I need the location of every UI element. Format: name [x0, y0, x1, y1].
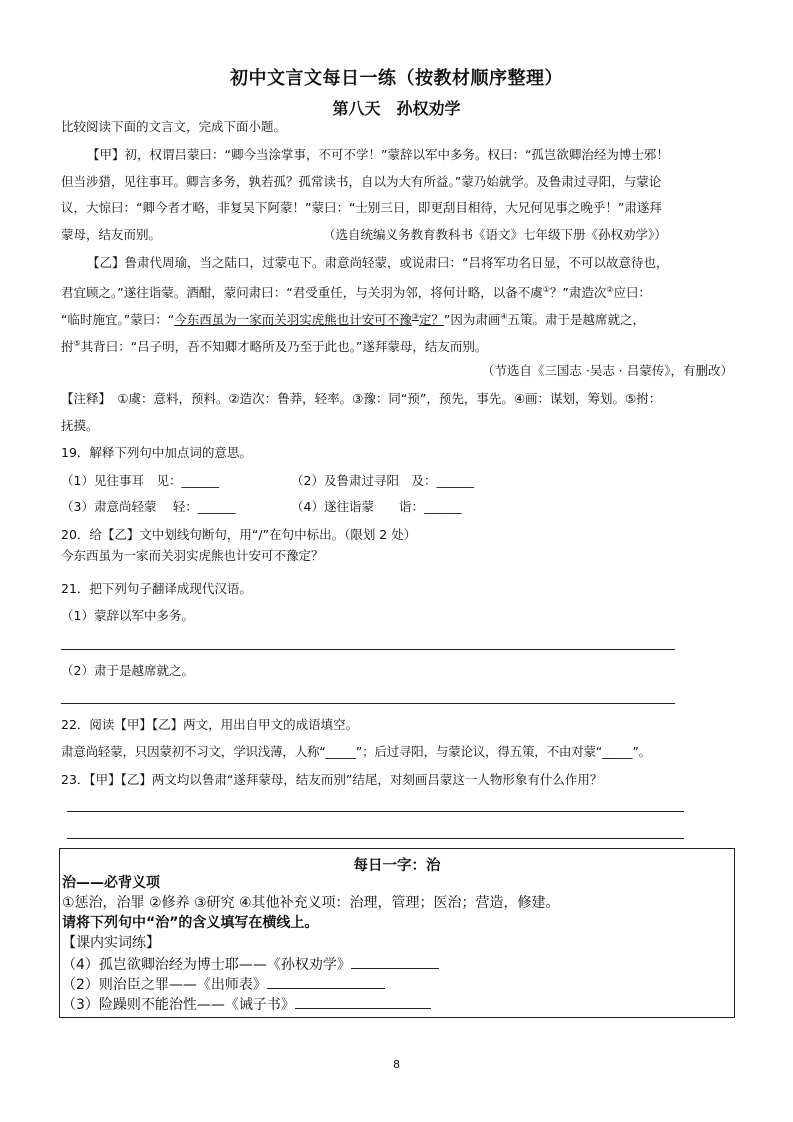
daily-word-box [59, 848, 735, 1018]
passage-b-line-4-start: 拊 [61, 339, 74, 355]
practice-label: 【课内实词练】 [62, 935, 160, 951]
passage-b-line-2-tail: ？”肃造次 [549, 285, 607, 301]
q23-answer-line-2[interactable] [67, 838, 684, 839]
q21-answer-line-2[interactable] [61, 703, 675, 704]
passage-b-line-2-end: 应曰： [613, 285, 652, 301]
q21-item-1: （1）蒙辞以军中多务。 [61, 608, 194, 623]
practice-item-2 [62, 974, 385, 995]
passage-b-line-3-mid: ”因为肃画 [443, 312, 501, 328]
q22-stem: 22．阅读【甲】【乙】两文，用出自甲文的成语填空。 [61, 717, 359, 732]
note-ref-3: ③ [411, 312, 419, 321]
passage-a-line-4 [61, 226, 733, 244]
passage-a-line-4-text: 蒙母，结友而别。 [61, 227, 162, 242]
practice-item-3 [62, 994, 431, 1015]
daily-word-title: 每日一字：治 [353, 857, 441, 874]
underlined-sentence: 今东西虽为一家而关羽实虎熊也计安可不豫 [174, 312, 412, 328]
passage-b-line-3-end: 五策。肃于是越席就之， [507, 312, 646, 328]
passage-b-source: （节选自《三国志 ·吴志 · 吕蒙传》，有删改） [481, 363, 733, 378]
passage-b-line-2-text: 君宜顾之。”遂往诣蒙。酒酣，蒙问肃曰：“君受重任，与关羽为邻，将何计略，以备不虞 [61, 285, 543, 301]
passage-b-line-3-start: “临时施宜。”蒙曰：“ [61, 312, 175, 328]
daily-word-instruction: 请将下列句中“治”的含义填写在横线上。 [62, 915, 319, 931]
practice-item-1 [62, 954, 439, 975]
q23-answer-line-1[interactable] [67, 811, 684, 812]
passage-b-line-1: 【乙】鲁肃代周瑜，当之陆口，过蒙屯下。肃意尚轻蒙，或说肃曰：“吕将军功名日显，不可以故意待也， [87, 255, 669, 270]
q19-row-1 [61, 472, 733, 490]
q22-text: 肃意尚轻蒙，只因蒙初不习文，学识浅薄，人称“_____”；后过寻阳，与蒙论议，得五策，不由对蒙“_____”。 [61, 744, 651, 759]
passage-b-line-2 [61, 281, 733, 302]
passage-a-source: （选自统编义务教育教科书《语文》七年级下册《孙权劝学》） [323, 227, 667, 242]
page-title: 初中文言文每日一练（按教材顺序整理） [230, 68, 563, 89]
q19-item-4: （4）遂往诣蒙 诣：______ [291, 499, 462, 514]
q20-stem: 20．给【乙】文中划线句断句，用“/”在句中标出。（限划 2 处） [61, 527, 417, 542]
passage-a-line-1: 【甲】初，权谓吕蒙曰：“卿今当涂掌事，不可不学！”蒙辞以军中多务。权曰：“孤岂欲卿治经为博士邪！ [87, 147, 669, 162]
q23-stem: 23．【甲】【乙】两文均以鲁肃“遂拜蒙母，结友而别”结尾，对刻画吕蒙这一人物形象有什么作用？ [61, 772, 603, 787]
q19-row-2 [61, 498, 733, 516]
passage-b-line-4-end: 其背曰：“吕子明，吾不知卿才略所及乃至于此也。”遂拜蒙母，结友而别。 [80, 339, 488, 355]
q19-item-1: （1）见往事耳 见：______ [61, 473, 219, 488]
q21-stem: 21．把下列句子翻译成现代汉语。 [61, 581, 252, 596]
practice-blank-3[interactable] [295, 994, 431, 1009]
daily-word-heading: 治——必背义项 [62, 875, 160, 891]
practice-item-3-text: （3）险躁则不能治性——《诫子书》 [62, 997, 295, 1013]
notes-line-1: 【注释】 ①虞：意料，预料。②造次：鲁莽，轻率。③豫：同“预”，预先，事先。④画：谋划，筹划。⑤拊： [61, 391, 662, 406]
note-ref-5: ⑤ [73, 339, 81, 348]
underlined-sentence-end: 定？ [418, 312, 444, 328]
passage-a-line-2: 但当涉猎，见往事耳。卿言多务，孰若孤？孤常读书，自以为大有所益。”蒙乃始就学。及鲁肃过寻阳，与蒙论 [61, 174, 662, 189]
passage-a-line-3: 议，大惊曰：“卿今者才略，非复吴下阿蒙！”蒙曰：“士别三日，即更刮目相待，大兄何见事之晚乎！”肃遂拜 [61, 200, 662, 215]
q20-sentence: 今东西虽为一家而关羽实虎熊也计安可不豫定？ [61, 548, 324, 563]
page-number: 8 [393, 1058, 400, 1071]
q21-item-2: （2）肃于是越席就之。 [61, 663, 194, 678]
note-ref-1: ① [542, 285, 550, 294]
intro-text: 比较阅读下面的文言文，完成下面小题。 [61, 119, 287, 134]
passage-b-line-3 [61, 308, 733, 329]
q19-item-2: （2）及鲁肃过寻阳 及：______ [291, 473, 474, 488]
practice-item-1-text: （4）孤岂欲卿治经为博士耶——《孙权劝学》 [62, 957, 351, 973]
daily-word-meanings: ①惩治，治罪 ②修养 ③研究 ④其他补充义项：治理，管理；医治；营造，修建。 [62, 895, 560, 911]
practice-blank-2[interactable] [267, 974, 385, 989]
q19-item-3: （3）肃意尚轻蒙 轻：______ [61, 499, 236, 514]
practice-item-2-text: （2）则治臣之罪——《出师表》 [62, 977, 267, 993]
lesson-subtitle: 第八天 孙权劝学 [332, 99, 461, 118]
notes-line-2: 抚摸。 [61, 418, 99, 433]
q19-stem: 19．解释下列句中加点词的意思。 [61, 445, 252, 460]
practice-blank-1[interactable] [351, 954, 439, 969]
passage-b-line-4 [61, 335, 733, 356]
q21-answer-line-1[interactable] [61, 649, 675, 650]
note-ref-4: ④ [500, 312, 508, 321]
note-ref-2: ② [606, 285, 614, 294]
